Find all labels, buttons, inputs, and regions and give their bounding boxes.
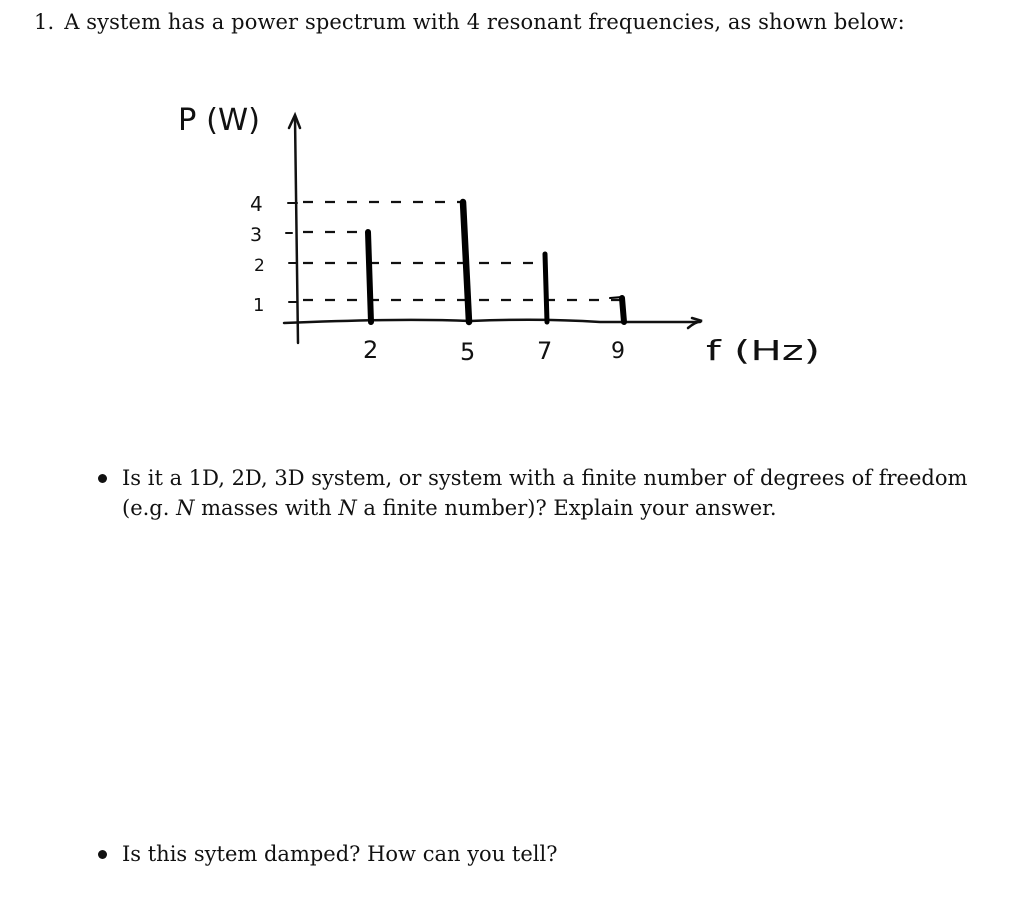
peak-f5 xyxy=(463,202,469,322)
y-tick-labels xyxy=(250,192,265,316)
bullet-dot xyxy=(98,850,107,859)
peak-f9 xyxy=(622,298,624,322)
x-tick-2: 2 xyxy=(363,336,379,364)
x-tick-5: 5 xyxy=(460,338,476,366)
x-tick-7: 7 xyxy=(537,337,553,365)
bullet-line-1: Is it a 1D, 2D, 3D system, or system with a finite number of degrees of freedom xyxy=(122,466,968,490)
y-axis xyxy=(289,115,300,343)
power-spectrum-chart xyxy=(0,0,1013,420)
bullet-text xyxy=(122,463,967,523)
y-tick-4: 4 xyxy=(250,192,263,216)
math-var-n: N xyxy=(338,496,357,520)
spectrum-peaks xyxy=(368,202,624,322)
peak-f2 xyxy=(368,232,371,322)
y-axis-label: P (W) xyxy=(178,103,260,138)
text-segment: (e.g. xyxy=(122,496,177,520)
chart-svg xyxy=(0,0,1013,420)
bullet-line-2 xyxy=(122,493,967,523)
text-segment: a finite number)? Explain your answer. xyxy=(356,496,777,520)
x-tick-labels xyxy=(363,336,625,366)
bullet-text: Is this sytem damped? How can you tell? xyxy=(122,842,558,866)
y-tick-2: 2 xyxy=(254,256,265,276)
text-segment: masses with xyxy=(194,496,339,520)
x-axis xyxy=(284,318,702,328)
peak-f7 xyxy=(545,254,547,322)
y-tick-3: 3 xyxy=(250,224,263,246)
question-text: A system has a power spectrum with 4 resonant frequencies, as shown below: xyxy=(64,10,905,34)
math-var-n: N xyxy=(176,496,195,520)
x-axis-label: f (Hz) xyxy=(706,334,820,367)
bullet-dot xyxy=(98,474,107,483)
question-number: 1. xyxy=(34,10,55,34)
y-tick-1: 1 xyxy=(253,295,265,316)
x-tick-9: 9 xyxy=(611,339,625,364)
